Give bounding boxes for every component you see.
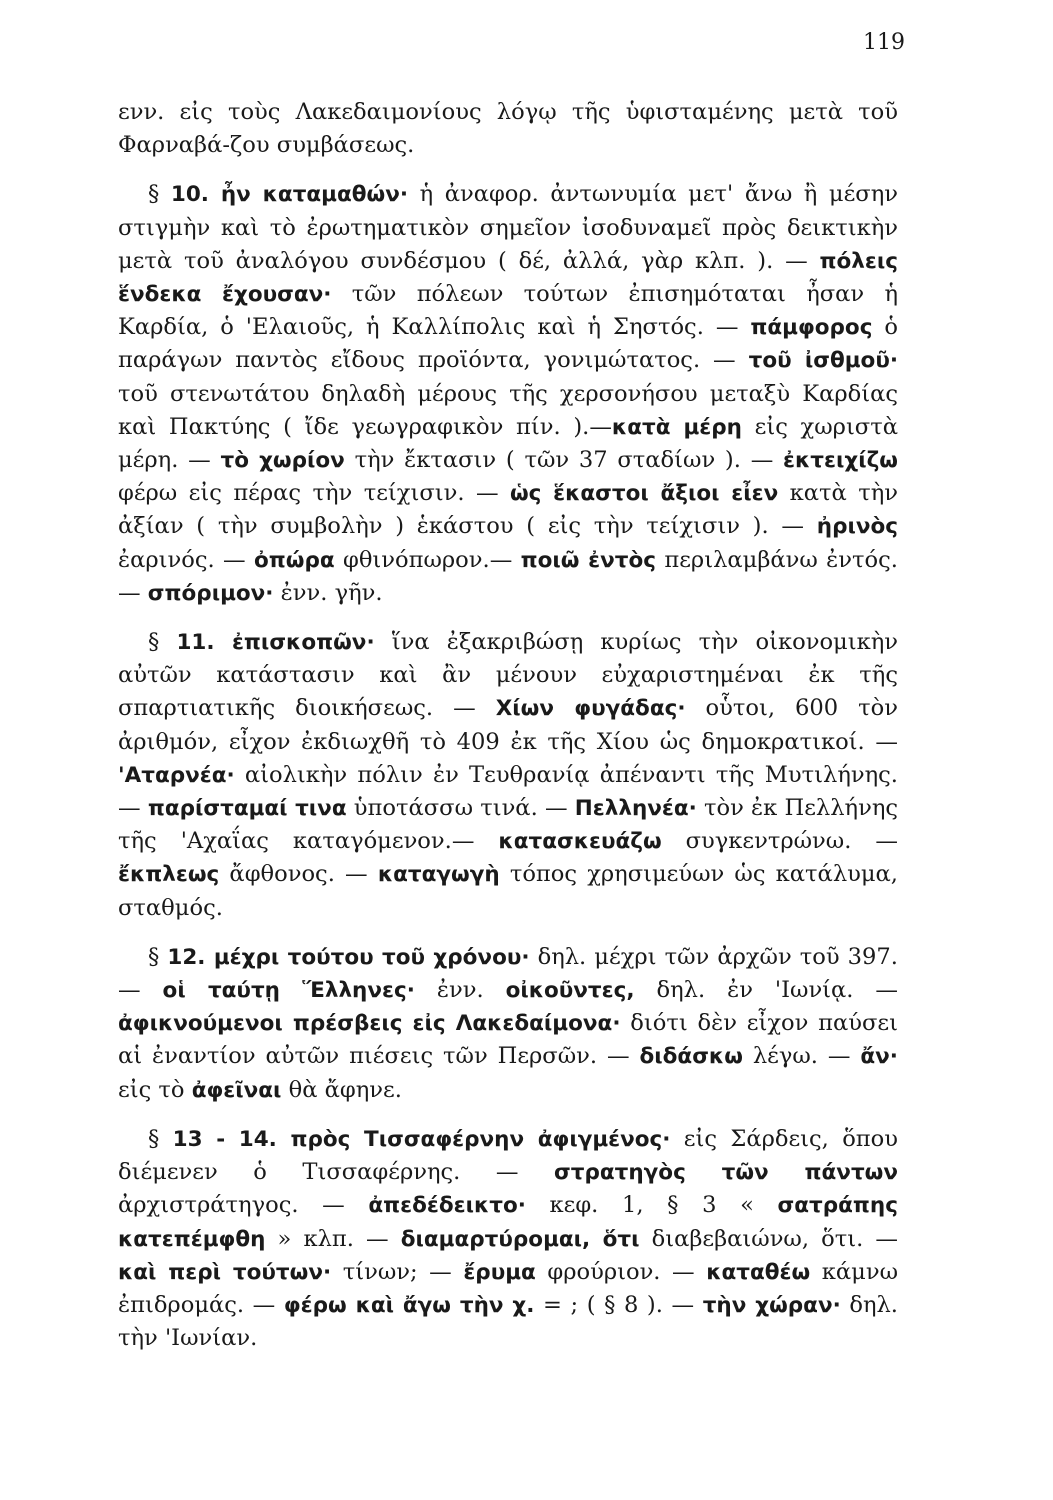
- section-paragraph: [118, 178, 898, 610]
- gloss-text: θὰ ἄφηνε.: [281, 1076, 402, 1103]
- gloss-text: ἐνν.: [414, 977, 506, 1004]
- gloss-text: κατὰ τὴν ἀξίαν ( τὴν συμβολὴν ) ἑκάστου ( εἰς τὴν τείχισιν ). —: [118, 480, 898, 540]
- gloss-text: αἰολικὴν πόλιν ἐν Τευθρανίᾳ ἀπέναντι τῆς Μυτιλήνης. —: [118, 761, 898, 822]
- gloss-text: δηλ. τὴν 'Ιωνίαν.: [118, 1291, 898, 1352]
- lemma-term: κατασκευάζω: [498, 829, 662, 855]
- gloss-text: τὴν ἔκτασιν ( τῶν 37 σταδίων ). —: [344, 447, 784, 474]
- lemma-term: σατράπης κατεπέμφθη: [118, 1193, 898, 1252]
- gloss-text: §: [148, 629, 177, 656]
- gloss-text: ἵνα ἐξακριβώσῃ κυρίως τὴν οἰκονομικὴν αὐτῶν κατάστασιν καὶ ἂν μένουν εὐχαριστημέναι ἐκ τῆς σπαρτιατικῆς διοικήσεως. —: [118, 629, 898, 722]
- gloss-text: κάμνω ἐπιδρομάς. —: [118, 1258, 898, 1318]
- gloss-text: ἄφθονος. —: [219, 861, 378, 888]
- gloss-text: » κλπ. —: [265, 1225, 401, 1252]
- gloss-text: τῶν πόλεων τούτων ἐπισημόταται ἦσαν ἡ Καρδία, ὁ 'Ελαιοῦς, ἡ Καλλίπολις καὶ ἡ Σηστός. —: [118, 281, 898, 341]
- lemma-term: καταγωγὴ: [377, 862, 500, 888]
- lemma-term: σπόριμον·: [147, 580, 274, 606]
- lemma-term: ἄν·: [860, 1044, 898, 1070]
- lemma-term: ἀφικνούμενοι πρέσβεις εἰς Λακεδαίμονα·: [118, 1011, 621, 1037]
- lemma-term: Πελληνέα·: [574, 796, 697, 822]
- lemma-term: 10. ἦν καταμαθών·: [170, 182, 409, 208]
- gloss-text: ἐνν. γῆν.: [273, 579, 383, 606]
- gloss-text: τὸν ἐκ Πελλήνης τῆς 'Αχαΐας καταγόμενον.—: [118, 795, 899, 855]
- gloss-text: τίνων; —: [331, 1258, 464, 1285]
- gloss-text: περιλαμβάνω ἐντός. —: [118, 546, 898, 606]
- gloss-text: φθινόπωρον.—: [334, 546, 521, 573]
- gloss-text: §: [148, 1125, 173, 1152]
- gloss-text: §: [148, 181, 171, 208]
- lemma-term: πάμφορος: [750, 315, 873, 341]
- gloss-text: εἰς χωριστὰ μέρη. —: [118, 413, 898, 474]
- gloss-text: ενν. εἰς τοὺς Λακεδαιμονίους λόγῳ τῆς ὑφισταμένης μετὰ τοῦ Φαρναβά-ζου συμβάσεως.: [118, 99, 898, 159]
- lemma-term: ὀπώρα: [254, 547, 335, 573]
- gloss-text: εἰς Σάρδεις, ὅπου διέμενεν ὁ Τισσαφέρνης. —: [118, 1125, 898, 1186]
- lemma-term: 13 - 14. πρὸς Τισσαφέρνην ἀφιγμένος·: [172, 1126, 671, 1152]
- lemma-term: τὴν χώραν·: [702, 1292, 841, 1318]
- section-paragraph: [118, 1123, 898, 1355]
- gloss-text: κεφ. 1, § 3 «: [525, 1192, 778, 1219]
- section-paragraph: [118, 626, 898, 925]
- lemma-term: οἰκοῦντες,: [505, 978, 635, 1004]
- gloss-text: τόπος χρησιμεύων ὡς κατάλυμα, σταθμός.: [118, 861, 898, 921]
- lemma-term: ἀφεῖναι: [191, 1077, 282, 1103]
- lemma-term: ἠρινὸς: [816, 514, 898, 540]
- gloss-text: εἰς τὸ: [118, 1076, 192, 1103]
- gloss-text: ἀρχιστράτηγος. —: [118, 1192, 369, 1219]
- lemma-term: ἔρυμα: [463, 1259, 536, 1285]
- lemma-term: πόλεις ἕνδεκα ἔχουσαν·: [118, 248, 898, 308]
- gloss-text: τοῦ στενωτάτου δηλαδὴ μέρους τῆς χερσονήσου μεταξὺ Καρδίας καὶ Πακτύης ( ἴδε γεωγραφικὸν πίν. ).—: [118, 380, 898, 440]
- page-number: 119: [863, 30, 905, 55]
- gloss-text: ἐαρινός. —: [118, 546, 255, 573]
- lemma-term: διδάσκω: [639, 1044, 743, 1070]
- lemma-term: διαμαρτύρομαι, ὅτι: [400, 1226, 640, 1252]
- gloss-text: §: [148, 943, 168, 970]
- lemma-term: καταθέω: [706, 1259, 811, 1285]
- lemma-term: στρατηγὸς τῶν πάντων: [554, 1160, 899, 1186]
- lemma-term: ἐκτειχίζω: [783, 448, 898, 474]
- continuation-paragraph: [118, 96, 898, 162]
- lemma-term: ἔκπλεως: [118, 862, 220, 888]
- lemma-term: ἀπεδέδεικτο·: [368, 1193, 526, 1219]
- commentary-text: [118, 96, 898, 1355]
- gloss-text: δηλ. ἐν 'Ιωνίᾳ. —: [634, 977, 899, 1004]
- gloss-text: ἡ ἀναφορ. ἀντωνυμία μετ' ἄνω ἢ μέσην στιγμὴν καὶ τὸ ἐρωτηματικὸν σημεῖον ἰσοδυναμεῖ πρὸς δεικτικὴν μετὰ τοῦ ἀναλόγου συνδέσμου ( δέ, ἀλλά, γὰρ κλπ. ). —: [118, 181, 898, 274]
- gloss-text: = ; ( § 8 ). —: [534, 1291, 703, 1318]
- lemma-term: Χίων φυγάδας·: [495, 696, 686, 722]
- lemma-term: κατὰ μέρη: [611, 414, 742, 440]
- lemma-term: 12. μέχρι τούτου τοῦ χρόνου·: [167, 944, 530, 970]
- gloss-text: ὁ παράγων παντὸς εἴδους προϊόντα, γονιμώτατος. —: [118, 314, 898, 374]
- lemma-term: οἱ ταύτῃ Ἕλληνες·: [162, 978, 415, 1004]
- lemma-term: 'Αταρνέα·: [118, 762, 235, 788]
- gloss-text: διότι δὲν εἶχον παύσει αἱ ἐναντίον αὐτῶν πιέσεις τῶν Περσῶν. —: [118, 1010, 898, 1070]
- lemma-term: 11. ἐπισκοπῶν·: [176, 630, 375, 656]
- gloss-text: φέρω εἰς πέρας τὴν τείχισιν. —: [118, 480, 510, 507]
- gloss-text: φρούριον. —: [535, 1258, 707, 1285]
- lemma-term: τὸ χωρίον: [220, 448, 345, 474]
- gloss-text: δηλ. μέχρι τῶν ἀρχῶν τοῦ 397. —: [118, 943, 898, 1004]
- gloss-text: διαβεβαιώνω, ὅτι. —: [639, 1225, 898, 1252]
- gloss-text: οὗτοι, 600 τὸν ἀριθμόν, εἶχον ἐκδιωχθῆ τὸ 409 ἐκ τῆς Χίου ὡς δημοκρατικοί. —: [118, 695, 898, 755]
- gloss-text: λέγω. —: [742, 1043, 861, 1070]
- lemma-term: φέρω καὶ ἄγω τὴν χ.: [283, 1292, 535, 1318]
- section-paragraph: [118, 941, 898, 1107]
- lemma-term: ποιῶ ἐντὸς: [520, 547, 657, 573]
- lemma-term: τοῦ ἰσθμοῦ·: [748, 348, 899, 374]
- lemma-term: καὶ περὶ τούτων·: [118, 1259, 332, 1285]
- gloss-text: συγκεντρώνω. —: [661, 828, 898, 855]
- lemma-term: ὡς ἕκαστοι ἄξιοι εἶεν: [509, 481, 779, 507]
- gloss-text: ὑποτάσσω τινά. —: [346, 795, 575, 822]
- lemma-term: παρίσταμαί τινα: [147, 796, 347, 822]
